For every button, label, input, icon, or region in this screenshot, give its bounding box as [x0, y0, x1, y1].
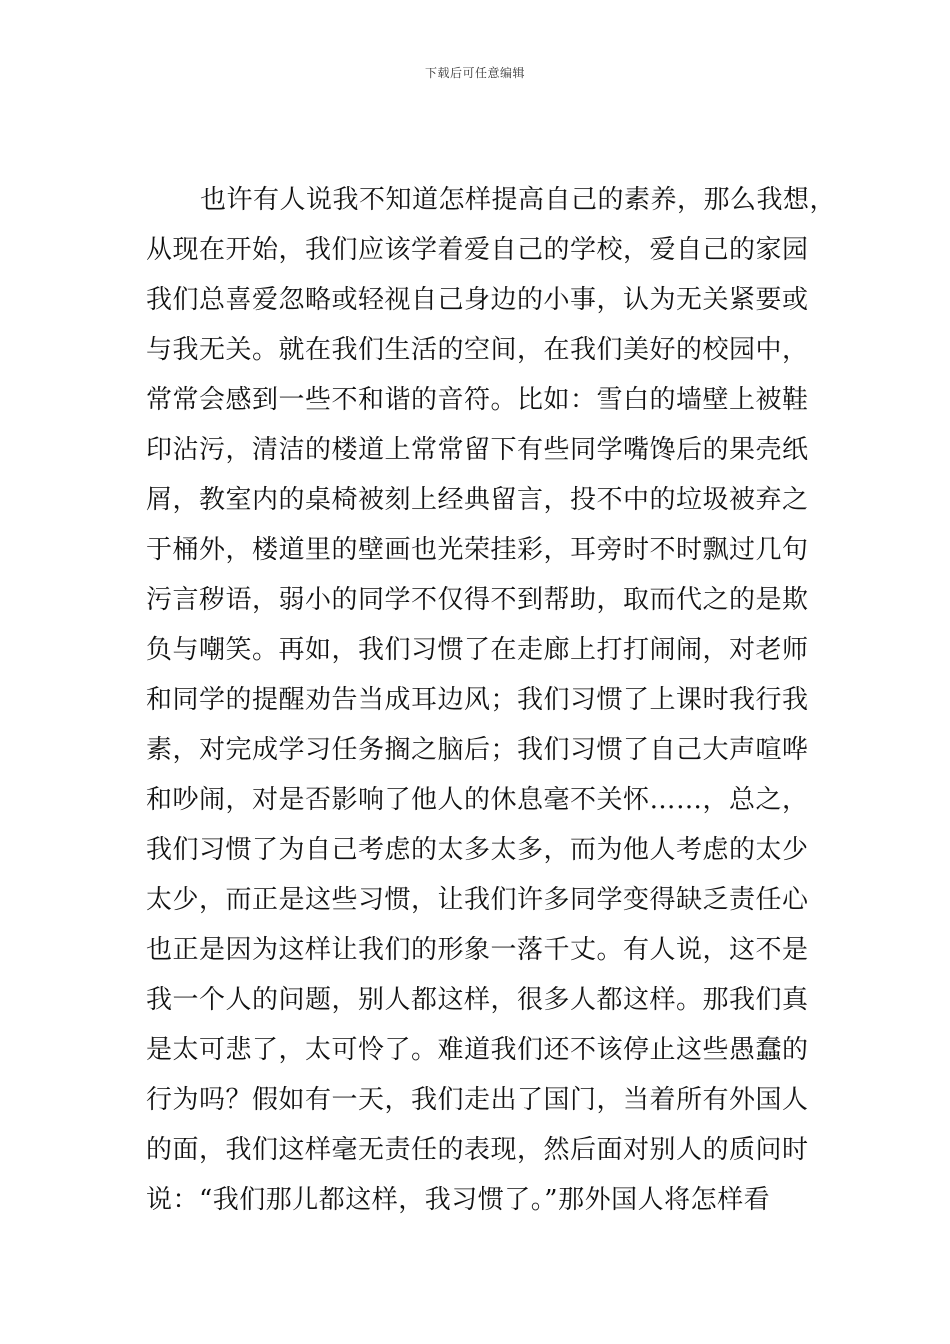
- body-text: [146, 175, 836, 1225]
- text-line: 我们习惯了为自己考虑的太多太多，而为他人考虑的太少: [146, 835, 809, 865]
- text-line: 的面，我们这样毫无责任的表现，然后面对别人的质问时: [146, 1135, 809, 1165]
- text-line: 素，对完成学习任务搁之脑后；我们习惯了自己大声喧哗: [146, 735, 809, 765]
- text-line: 污言秽语，弱小的同学不仅得不到帮助，取而代之的是欺: [146, 585, 809, 615]
- text-line: 屑，教室内的桌椅被刻上经典留言，投不中的垃圾被弃之: [146, 485, 809, 515]
- text-line: 于桶外，楼道里的壁画也光荣挂彩，耳旁时不时飘过几句: [146, 535, 809, 565]
- text-line: 行为吗？假如有一天，我们走出了国门，当着所有外国人: [146, 1085, 809, 1115]
- text-line: 我们总喜爱忽略或轻视自己身边的小事，认为无关紧要或: [146, 285, 809, 315]
- text-line: 说：“我们那儿都这样，我习惯了。”那外国人将怎样看: [146, 1185, 771, 1215]
- text-line: 也正是因为这样让我们的形象一落千丈。有人说，这不是: [146, 935, 809, 965]
- page-header: 下载后可任意编辑: [424, 66, 525, 80]
- text-line: 和吵闹，对是否影响了他人的休息毫不关怀……，总之，: [146, 785, 809, 815]
- text-line: 也许有人说我不知道怎样提高自己的素养，那么我想，: [200, 185, 837, 215]
- text-line: 常常会感到一些不和谐的音符。比如：雪白的墙壁上被鞋: [146, 385, 809, 415]
- text-line: 是太可悲了，太可怜了。难道我们还不该停止这些愚蠢的: [146, 1035, 809, 1065]
- text-line: 印沾污，清洁的楼道上常常留下有些同学嘴馋后的果壳纸: [146, 435, 809, 465]
- text-line: 负与嘲笑。再如，我们习惯了在走廊上打打闹闹，对老师: [146, 635, 809, 665]
- text-line: 从现在开始，我们应该学着爱自己的学校，爱自己的家园: [146, 235, 809, 265]
- text-line: 我一个人的问题，别人都这样，很多人都这样。那我们真: [146, 985, 809, 1015]
- text-line: 太少，而正是这些习惯，让我们许多同学变得缺乏责任心: [146, 885, 809, 915]
- text-line: 和同学的提醒劝告当成耳边风；我们习惯了上课时我行我: [146, 685, 809, 715]
- text-line: 与我无关。就在我们生活的空间，在我们美好的校园中，: [146, 335, 809, 365]
